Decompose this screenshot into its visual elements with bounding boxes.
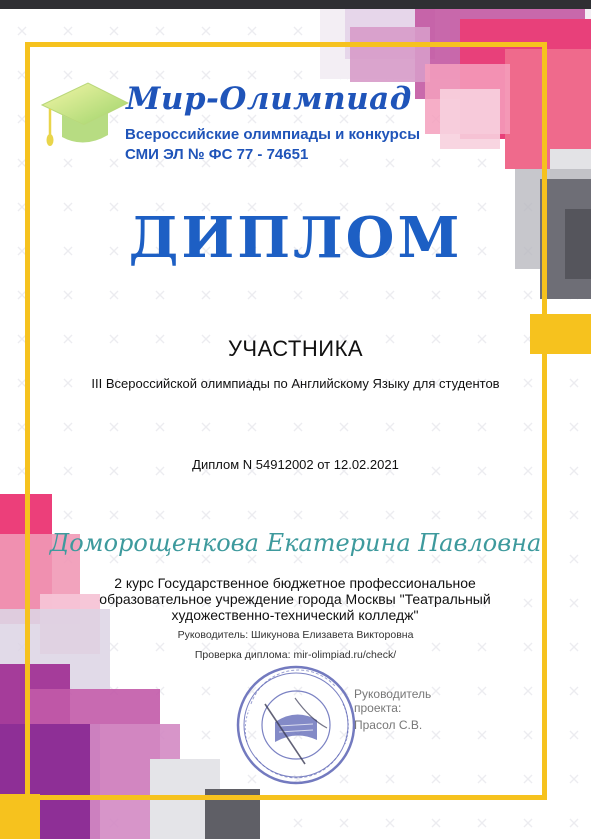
check-link[interactable]: Проверка диплома: mir-olimpiad.ru/check/ (194, 649, 397, 661)
graduation-cap-icon (38, 71, 130, 153)
olympiad-name: III Всероссийской олимпиады по Английскому Языку для студентов (91, 376, 500, 391)
logo-title: Мир-Олимпиад (126, 81, 412, 117)
diploma-subtitle: УЧАСТНИКА (227, 336, 364, 361)
signature-name: Прасол С.В. (354, 718, 423, 732)
signature-role-line2: проекта: (354, 701, 402, 715)
diploma-number: Диплом N 54912002 от 12.02.2021 (192, 457, 399, 472)
participant-name: Доморощенкова Екатерина Павловна (49, 529, 542, 557)
diploma-title: ДИПЛОМ (128, 205, 463, 271)
signature-role (354, 687, 431, 715)
participant-description: 2 курс Государственное бюджетное профессиональное образовательное учреждение города Москвы "Театральный художественно-технический колледж" (99, 575, 491, 623)
logo-subtitle: Всероссийские олимпиады и конкурсы (125, 126, 420, 143)
stamp-seal (235, 664, 357, 786)
signature-role-line1: Руководитель (354, 687, 432, 701)
diploma-sheet (0, 9, 591, 839)
supervisor-line: Руководитель: Шикунова Елизавета Викторовна (177, 629, 414, 641)
top-bar (0, 0, 591, 9)
logo-registration: СМИ ЭЛ № ФС 77 - 74651 (125, 146, 309, 163)
